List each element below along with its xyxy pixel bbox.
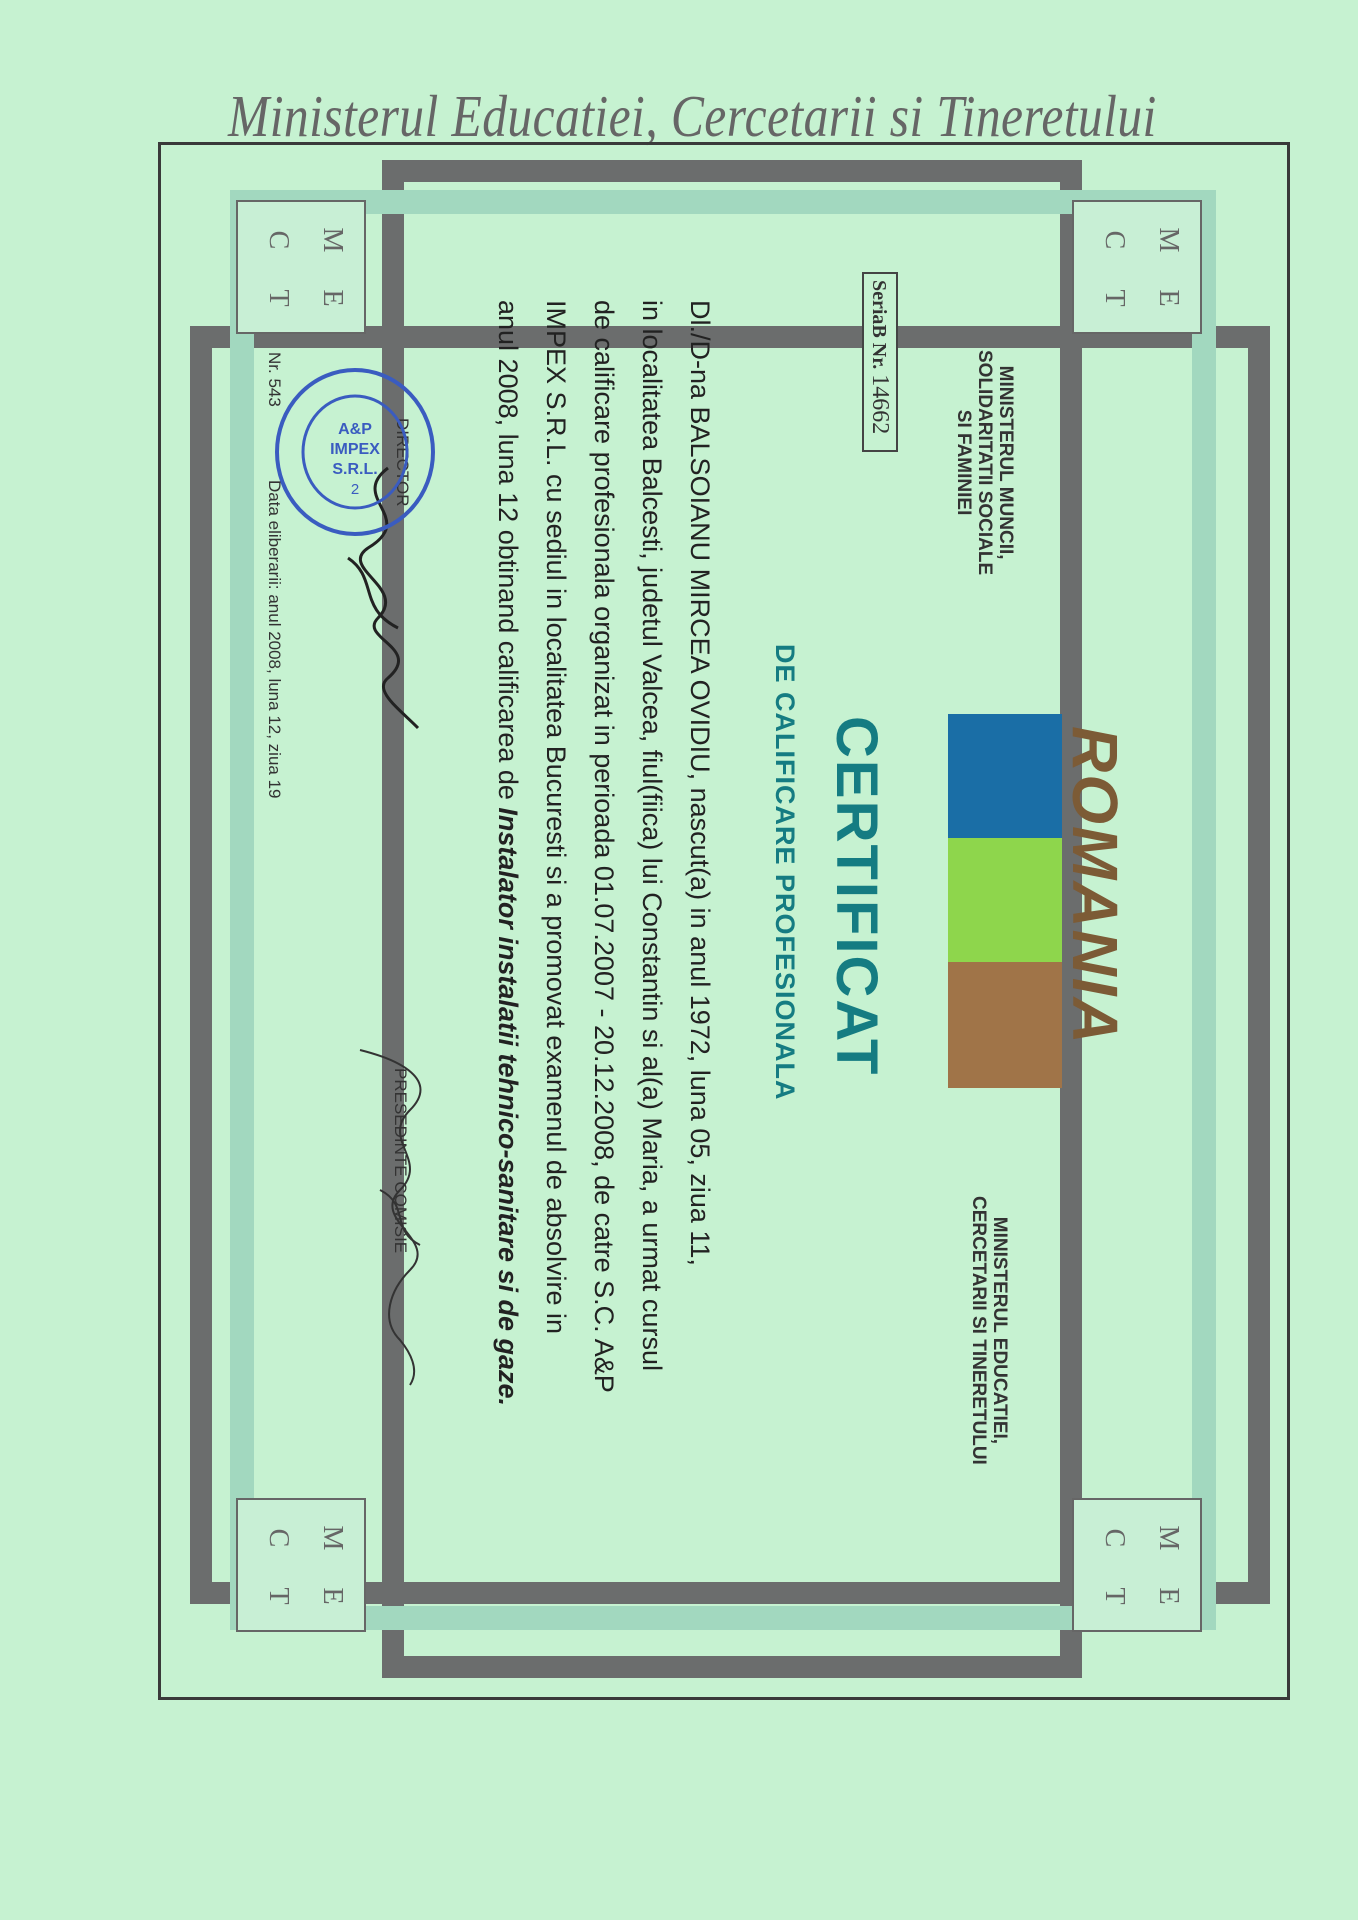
flag-stripe-green	[948, 838, 1062, 962]
footer-number	[264, 352, 284, 407]
director-label: DIRECTOR	[393, 418, 412, 507]
body-line-5-normal: anul 2008, luna 12 obtinand calificarea de	[493, 300, 523, 808]
president-label: PRESEDINTE COMISIE	[391, 1068, 410, 1254]
body-line-3: de calificare profesionala organizat in perioada 01.07.2007 - 20.12.2008, de catre S.C. A&P	[589, 300, 619, 1393]
body-line-5	[484, 300, 532, 1640]
corner-box-top-left: M E C T	[236, 200, 366, 334]
footer-nr-label: Nr.	[265, 352, 284, 374]
stamp-number: 2	[350, 481, 360, 498]
stamp-center-line-1: A&P	[338, 421, 372, 438]
ministry-education	[968, 1196, 1010, 1465]
corner-box-bottom-left: M E C T	[236, 1498, 366, 1632]
ministry-education-line-2: CERCETARII SI TINERETULUI	[968, 1196, 989, 1465]
certificate-body	[484, 300, 724, 1640]
series-prefix: Seria	[868, 280, 890, 325]
series-nr-label: Nr.	[868, 342, 890, 370]
ministry-labor-line-3: SI FAMINIEI	[953, 409, 974, 516]
body-line-4: IMPEX S.R.L. cu sediul in localitatea Bucuresti si a promovat examenul de absolvire in	[541, 300, 571, 1335]
flag-stripe-brown	[948, 962, 1062, 1088]
series-box	[862, 272, 898, 452]
corner-box-top-right: M E C T	[1072, 200, 1202, 334]
series-letter: B	[868, 324, 890, 338]
stamp-center-line-3: S.R.L.	[332, 461, 378, 478]
stamp-center-line-2: IMPEX	[330, 441, 380, 458]
ministry-education-line-1: MINISTERUL EDUCATIEI,	[989, 1216, 1010, 1445]
certificate-title: CERTIFICAT	[824, 716, 889, 1077]
corner-box-bottom-right: M E C T	[1072, 1498, 1202, 1632]
series-number: 14662	[867, 374, 893, 435]
footer-nr-value: 543	[265, 378, 284, 407]
president-signature	[340, 1040, 460, 1390]
country-title: ROMANIA	[1059, 726, 1131, 1046]
ministry-labor	[953, 350, 1016, 575]
header-title: Ministerul Educatiei, Cercetarii si Tineretului	[228, 83, 1157, 149]
issue-date: Data eliberarii: anul 2008, luna 12, ziua 19	[265, 480, 284, 799]
ministry-labor-line-2: SOLIDARITATII SOCIALE	[974, 350, 995, 576]
qualification-name: Instalator instalatii tehnico-sanitare si de gaze.	[493, 807, 523, 1407]
ministry-labor-line-1: MINISTERUL MUNCII,	[995, 365, 1016, 560]
body-line-1: Dl./D-na BALSOIANU MIRCEA OVIDIU, nascut(a) in anul 1972, luna 05, ziua 11,	[685, 300, 715, 1266]
certificate-subtitle: DE CALIFICARE PROFESIONALA	[770, 644, 800, 1101]
body-line-2: in localitatea Balcesti, judetul Valcea, fiul(fiica) lui Constantin si al(a) Maria, a urmat cursul	[637, 300, 667, 1371]
flag-stripe-blue	[948, 714, 1062, 838]
company-stamp	[270, 362, 440, 542]
